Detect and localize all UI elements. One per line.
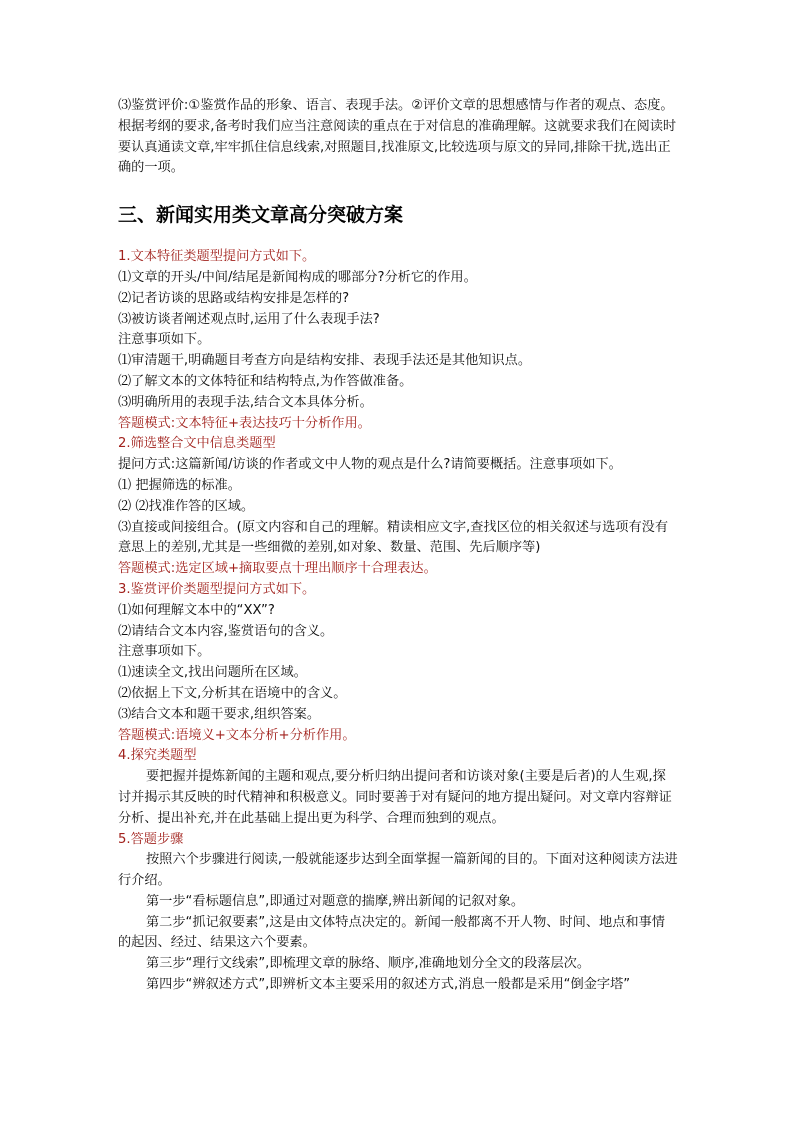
part2-note-2: ⑵ ⑵找准作答的区域。 (118, 498, 255, 514)
intro-paragraph-2: 根据考纲的要求,备考时我们应当注意阅读的重点在于对信息的准确理解。这就要求我们在阅读时要认真通读文章,牢牢抓住信息线索,对照题目,找准原文,比较选项与原文的异同,排除干扰,选出正确的一项。 (118, 118, 677, 176)
part1-question-3: ⑶被访谈者阐述观点时,运用了什么表现手法? (118, 311, 380, 327)
part3-note-3: ⑶结合文本和题干要求,组织答案。 (118, 706, 321, 722)
part1-question-1: ⑴文章的开头/中间/结尾是新闻构成的哪部分?分析它的作用。 (118, 269, 477, 285)
part2-title: 2.筛选整合文中信息类题型 (118, 436, 276, 452)
part3-title: 3.鉴赏评价类题型提问方式如下。 (118, 581, 316, 597)
section-heading: 三、新闻实用类文章高分突破方案 (118, 204, 404, 227)
part3-answer-model: 答题模式:语境义+文本分析+分析作用。 (118, 727, 356, 743)
part5-body: 按照六个步骤进行阅读,一般就能逐步达到全面掌握一篇新闻的目的。下面对这种阅读方法进行介绍。 (118, 852, 678, 889)
part5-step-4: 第四步“辨叙述方式”,即辨析文本主要采用的叙述方式,消息一般都是采用“倒金字塔” (146, 977, 631, 993)
part1-question-2: ⑵记者访谈的思路或结构安排是怎样的? (118, 290, 350, 306)
part2-answer-model: 答题模式:选定区域+摘取要点十理出顺序十合理表达。 (118, 561, 437, 577)
part3-note-2: ⑵依据上下文,分析其在语境中的含义。 (118, 685, 347, 701)
part2-note-1: ⑴ 把握筛选的标准。 (118, 477, 241, 493)
part4-body: 要把握并提炼新闻的主题和观点,要分析归纳出提问者和访谈对象(主要是后者)的人生观,探讨并揭示其反映的时代精神和积极意义。同时要善于对有疑问的地方提出疑问。对文章内容辩证分析、提出补充,并在此基础上提出更为科学、合理而独到的观点。 (118, 769, 672, 826)
part2-ask: 提问方式:这篇新闻/访谈的作者或文中人物的观点是什么?请简要概括。注意事项如下。 (118, 457, 622, 473)
part3-question-2: ⑵请结合文本内容,鉴赏语句的含义。 (118, 623, 334, 639)
part3-question-1: ⑴如何理解文本中的“XX”? (118, 602, 275, 618)
part1-answer-model: 答题模式:文本特征+表达技巧十分析作用。 (118, 415, 371, 431)
part1-note-1: ⑴审清题干,明确题目考查方向是结构安排、表现手法还是其他知识点。 (118, 353, 532, 369)
part1-note-2: ⑵了解文本的文体特征和结构特点,为作答做准备。 (118, 373, 413, 389)
document-page (118, 96, 678, 996)
part4-title: 4.探究类题型 (118, 748, 197, 764)
part2-note-3: ⑶直接或间接组合。(原文内容和自己的理解。精读相应文字,查找区位的相关叙述与选项有没有意思上的差别,尤其是一些细微的差别,如对象、数量、范围、先后顺序等) (118, 519, 669, 556)
part5-step-3: 第三步“理行文线索”,即梳理文章的脉络、顺序,准确地划分全文的段落层次。 (146, 956, 591, 972)
intro-paragraph-1: ⑶鉴赏评价:①鉴赏作品的形象、语言、表现手法。②评价文章的思想感情与作者的观点、态度。 (118, 98, 674, 113)
part3-notes-title: 注意事项如下。 (118, 644, 211, 660)
part5-step-1: 第一步“看标题信息”,即通过对题意的揣摩,辨出新闻的记叙对象。 (146, 893, 525, 909)
part5-title: 5.答题步骤 (118, 831, 184, 847)
part1-notes-title: 注意事项如下。 (118, 332, 211, 348)
part1-note-3: ⑶明确所用的表现手法,结合文本具体分析。 (118, 394, 373, 410)
part1-title: 1.文本特征类题型提问方式如下。 (118, 249, 316, 265)
part5-step-2: 第二步“抓记叙要素”,这是由文体特点决定的。新闻一般都离不开人物、时间、地点和事情的起因、经过、结果这六个要素。 (118, 914, 665, 951)
part3-note-1: ⑴速读全文,找出问题所在区域。 (118, 665, 307, 681)
